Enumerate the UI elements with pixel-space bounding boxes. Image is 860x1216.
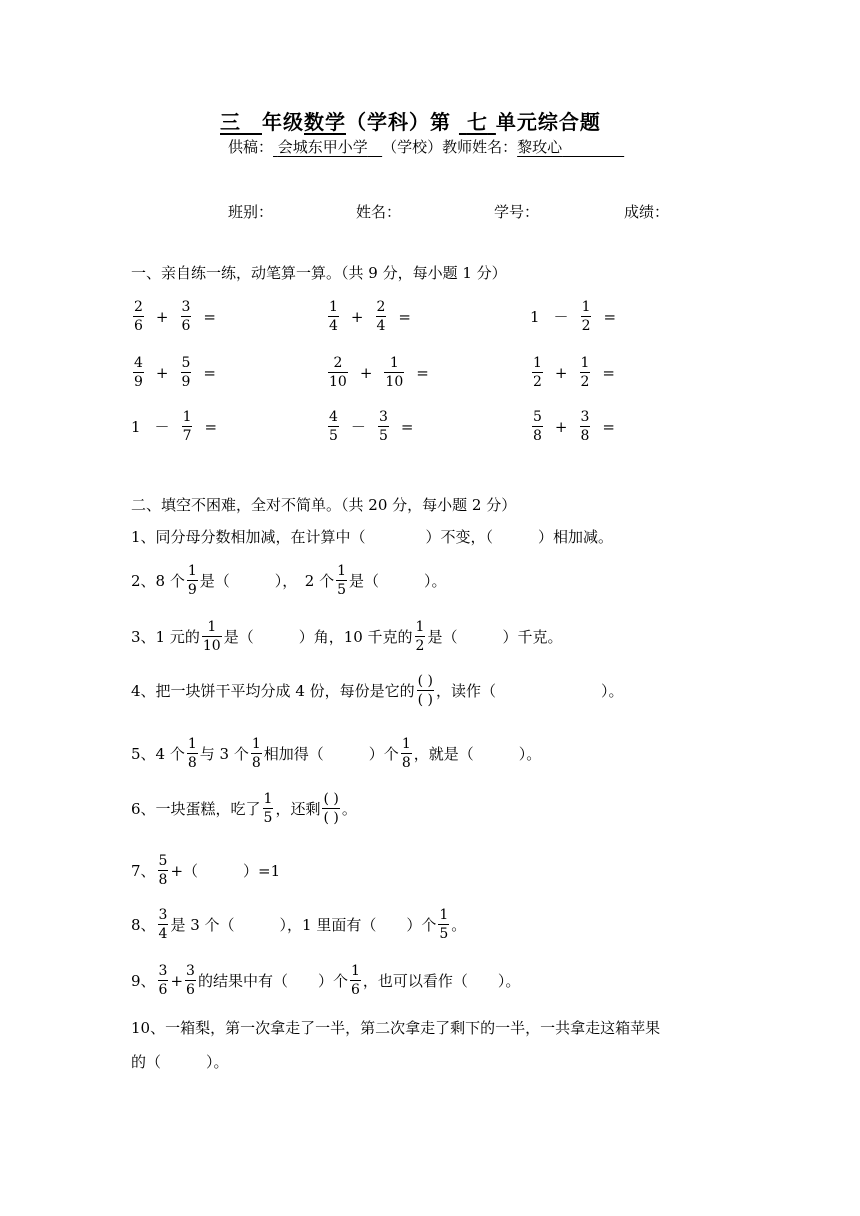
operator: +	[155, 307, 169, 326]
operator: +	[554, 363, 568, 382]
class-field[interactable]: 班别：	[228, 203, 274, 221]
fraction: $\frac{1}{2}$	[415, 619, 425, 654]
calc-problem: 1 － $\frac{1}{2}$ =	[530, 299, 617, 334]
fraction: $\frac{1}{5}$	[337, 563, 347, 598]
fraction: $\frac{1}{10}$	[385, 355, 404, 390]
operator: +	[359, 363, 373, 382]
teacher-name: 黎玫心	[517, 138, 563, 156]
calc-problem	[326, 298, 421, 335]
equals-sign: =	[603, 307, 617, 326]
operator: +	[554, 417, 568, 436]
operator: －	[553, 307, 569, 326]
section1-heading: 一、亲自练一练，动笔算一算。（共 9 分，每小题 1 分）	[131, 264, 507, 282]
fraction: $\frac{5}{8}$	[533, 409, 542, 444]
fraction: $\frac{1}{2}$	[533, 355, 542, 390]
question-8: 8、 $\frac{3}{4}$ 是 3 个（ ），1 里面有（ ）个 $\frac{1}{5}$ 。	[131, 907, 467, 942]
fraction: $\frac{4}{5}$	[329, 409, 338, 444]
fraction: $\frac{1}{2}$	[581, 299, 591, 334]
blank-fraction[interactable]: $\frac{( )}{( )}$	[417, 673, 433, 708]
fraction: $\frac{3}{5}$	[378, 409, 388, 444]
title-grade-text: 年级	[262, 110, 304, 134]
fraction: $\frac{3}{4}$	[158, 907, 168, 942]
question-7: 7、 $\frac{5}{8}$ +（ ）=1	[131, 853, 281, 888]
fraction: $\frac{2}{10}$	[329, 355, 347, 390]
score-field[interactable]: 成绩：	[624, 203, 670, 221]
question-4: 4、把一块饼干平均分成 4 份，每份是它的 $\frac{( )}{( )}$ ，读作（ ）。	[131, 673, 624, 708]
fraction: $\frac{5}{8}$	[158, 853, 168, 888]
blank-fraction[interactable]: $\frac{( )}{( )}$	[323, 791, 339, 826]
grade-value: 三	[220, 110, 241, 134]
fraction: $\frac{1}{4}$	[329, 299, 338, 334]
question-5: 5、4 个 $\frac{1}{8}$ 与 3 个 $\frac{1}{8}$ 相加得（ ）个 $\frac{1}{8}$ ，就是（ ）。	[131, 736, 542, 771]
operator: +	[155, 363, 169, 382]
fraction: $\frac{3}{6}$	[186, 963, 195, 998]
question-6: 6、一块蛋糕，吃了 $\frac{1}{5}$ ，还剩 $\frac{( )}{( )}$ 。	[131, 791, 357, 826]
equals-sign: =	[400, 417, 414, 436]
question-1: 1、同分母分数相加减，在计算中（ ）不变，（ ）相加减。	[131, 528, 614, 546]
fraction: $\frac{4}{9}$	[134, 355, 143, 390]
question-10-line2: 的（ ）。	[131, 1053, 229, 1071]
school-suffix: （学校）教师姓名：	[382, 138, 518, 156]
student-id-field[interactable]: 学号：	[494, 203, 540, 221]
operator: +	[350, 307, 364, 326]
school-name: 会城东甲小学	[277, 138, 368, 156]
equals-sign: =	[203, 307, 216, 326]
supply-label: 供稿：	[228, 138, 274, 156]
fraction: $\frac{2}{4}$	[376, 299, 386, 334]
fraction: $\frac{1}{8}$	[187, 736, 197, 771]
fraction: $\frac{5}{9}$	[181, 355, 191, 390]
page-title	[220, 106, 601, 135]
equals-sign: =	[203, 363, 216, 382]
question-10-line1: 10、一箱梨，第一次拿走了一半，第二次拿走了剩下的一半，一共拿走这箱苹果	[131, 1019, 661, 1037]
supply-line	[228, 136, 624, 157]
calc-problem: 1 － $\frac{1}{7}$ =	[131, 409, 218, 444]
operator: －	[350, 417, 366, 436]
equals-sign: =	[204, 417, 218, 436]
fraction: $\frac{1}{8}$	[251, 736, 261, 771]
fraction: $\frac{1}{5}$	[439, 907, 449, 942]
fraction: $\frac{1}{2}$	[580, 355, 590, 390]
unit-value: 七	[466, 110, 488, 134]
section2-heading: 二、填空不困难，全对不简单。（共 20 分，每小题 2 分）	[131, 496, 517, 514]
title-subject-text: （学科）第	[346, 110, 451, 134]
fraction: $\frac{3}{6}$	[181, 299, 191, 334]
question-9: 9、 $\frac{3}{6}$ + $\frac{3}{6}$ 的结果中有（ ）个 $\frac{1}{6}$ ，也可以看作（ ）。	[131, 963, 521, 998]
equals-sign: =	[398, 307, 411, 326]
fraction: $\frac{2}{6}$	[134, 299, 143, 334]
name-field[interactable]: 姓名：	[356, 203, 402, 221]
subject-value: 数学	[304, 110, 346, 134]
question-3: 3、1 元的 $\frac{1}{10}$ 是（ ）角，10 千克的 $\frac{1}{2}$ 是（ ）千克。	[131, 619, 563, 654]
fraction: $\frac{1}{7}$	[182, 409, 192, 444]
title-end-text: 单元综合题	[495, 110, 601, 134]
fraction: $\frac{1}{6}$	[350, 963, 360, 998]
equals-sign: =	[602, 363, 615, 382]
fraction: $\frac{3}{8}$	[580, 409, 590, 444]
calc-problem	[530, 354, 625, 391]
fraction: $\frac{1}{5}$	[263, 791, 273, 826]
calc-problem	[131, 298, 226, 335]
calc-problem	[131, 354, 226, 391]
operator: －	[154, 417, 170, 436]
equals-sign: =	[602, 417, 615, 436]
fraction: $\frac{1}{9}$	[187, 563, 197, 598]
fraction: $\frac{1}{8}$	[401, 736, 411, 771]
question-2: 2、8 个 $\frac{1}{9}$ 是（ ）， 2 个 $\frac{1}{5}$ 是（ ）。	[131, 563, 447, 598]
fraction: $\frac{1}{10}$	[202, 619, 221, 654]
equals-sign: =	[416, 363, 429, 382]
calc-problem	[530, 408, 625, 445]
calc-problem	[326, 354, 439, 391]
calc-problem	[326, 408, 423, 445]
fraction: $\frac{3}{6}$	[158, 963, 168, 998]
